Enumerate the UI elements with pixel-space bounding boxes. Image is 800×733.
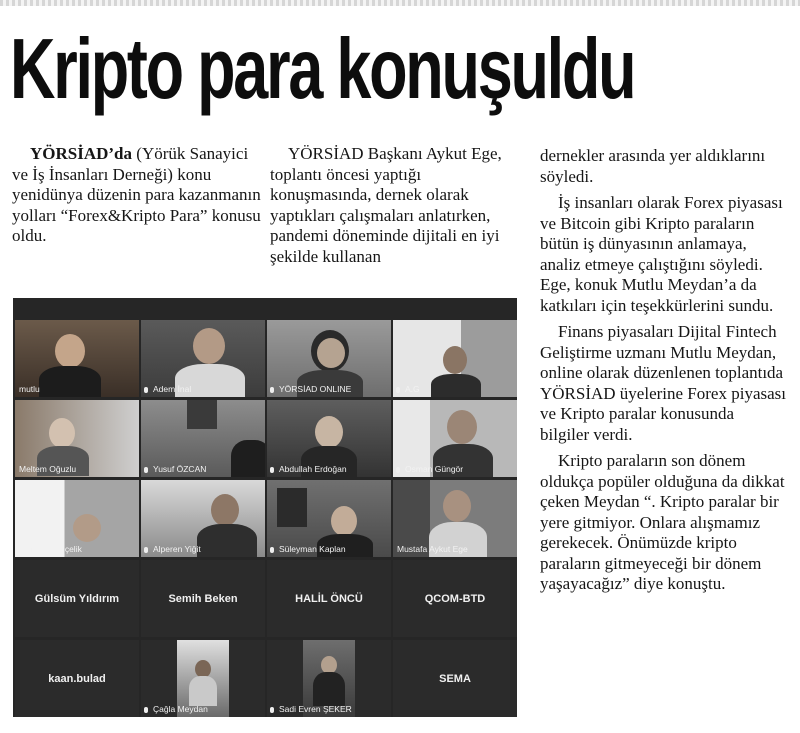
mic-icon — [144, 707, 148, 713]
lead-organization: YÖRSİAD’da — [30, 144, 133, 163]
mic-icon — [396, 387, 400, 393]
article-column-1 — [12, 144, 262, 247]
participant-tile — [267, 320, 391, 397]
participant-name: Meltem Oğuzlu — [19, 464, 77, 474]
participant-name: Sadi Evren ŞEKER — [279, 704, 352, 714]
paragraph: Finans piyasaları Dijital Fintech Geliştirme uzmanı Mutlu Meydan, online olarak düzenlenen toplantıda YÖRSİAD üyelerine Forex piyasası ve Kripto paralar konusunda bilgiler verdi. — [540, 322, 786, 444]
mic-icon — [396, 467, 400, 473]
participant-tile — [393, 320, 517, 397]
paragraph: dernekler arasında yer aldıklarını söyledi. — [540, 146, 766, 186]
participant-tile — [393, 560, 517, 637]
participant-name: kaan.bulad — [48, 672, 106, 685]
paragraph: İş insanları olarak Forex piyasası ve Bitcoin gibi Kripto paraların bütün iş dünyasının anlamaya, analiz etmeye çalıştığını söyledi. Ege, konuk Mutlu Meydan’a da katkıları için teşekkürlerini sundu. — [540, 193, 783, 315]
article-column-2 — [270, 144, 518, 267]
paragraph: YÖRSİAD Başkanı Aykut Ege, toplantı öncesi yaptığı konuşmasında, dernek olarak yaptıkları çalışmaları anlatırken, pandemi döneminde dijitali en iyi şekilde kullanan — [270, 144, 502, 266]
participant-tile — [15, 320, 139, 397]
mic-icon — [270, 707, 274, 713]
participant-name: Süleyman Kaplan — [279, 544, 346, 554]
video-call-screenshot — [13, 298, 517, 717]
mic-icon — [270, 467, 274, 473]
participant-tile — [141, 640, 265, 717]
participant-name: Yusuf ÖZCAN — [153, 464, 207, 474]
participant-tile — [267, 480, 391, 557]
participant-name: HALİL ÖNCÜ — [295, 592, 363, 605]
participant-name: SEMA — [439, 672, 471, 685]
mic-icon — [270, 387, 274, 393]
participant-name: Alperen Yiğit — [153, 544, 201, 554]
participant-name: YÖRSİAD ONLINE — [279, 384, 352, 394]
participant-tile — [15, 480, 139, 557]
top-rule — [0, 0, 800, 6]
participant-name: stafa özcan çelik — [19, 544, 82, 554]
mic-icon — [144, 467, 148, 473]
mic-icon — [144, 547, 148, 553]
participant-name: Abdullah Erdoğan — [279, 464, 347, 474]
participant-tile — [141, 560, 265, 637]
participant-name: Çağla Meydan — [153, 704, 208, 714]
participant-name: Osman Güngör — [405, 464, 464, 474]
participant-tile — [393, 400, 517, 477]
participant-name: Mustafa Aykut Ege — [397, 544, 468, 554]
mic-icon — [270, 547, 274, 553]
lead-text: (Yörük Sanayici ve İş İnsanları Derneği) konu yenidünya düzenin para kazanmanın yolları “Forex&Kripto Para” konusu oldu. — [12, 144, 261, 245]
participant-tile — [15, 640, 139, 717]
headline: Kripto para konuşuldu — [10, 22, 635, 117]
participant-name: Adem İnal — [153, 384, 192, 394]
participant-name: QCOM-BTD — [424, 592, 486, 605]
participant-tile — [141, 400, 265, 477]
participant-tile — [393, 640, 517, 717]
participant-name: Gülsüm Yıldırım — [34, 592, 120, 605]
participant-tile — [393, 480, 517, 557]
participant-tile — [267, 560, 391, 637]
participant-name: mutlu — [19, 384, 40, 394]
participant-name: A.G — [405, 384, 420, 394]
participant-tile — [267, 400, 391, 477]
participant-tile — [15, 400, 139, 477]
participant-tile — [141, 320, 265, 397]
article-column-3 — [540, 146, 786, 595]
paragraph: Kripto paraların son dönem oldukça popüler olduğuna da dikkat çeken Meydan “. Kripto paralar bir yere gitmiyor. Onlara alışmamız gerekecek. Önümüzde kripto paraların gitmeyeceği bir dönem yaşayacağız” diye konuştu. — [540, 451, 785, 593]
participant-name: Semih Beken — [168, 592, 238, 605]
participant-tile — [141, 480, 265, 557]
mic-icon — [144, 387, 148, 393]
participant-tile — [267, 640, 391, 717]
participant-tile — [15, 560, 139, 637]
